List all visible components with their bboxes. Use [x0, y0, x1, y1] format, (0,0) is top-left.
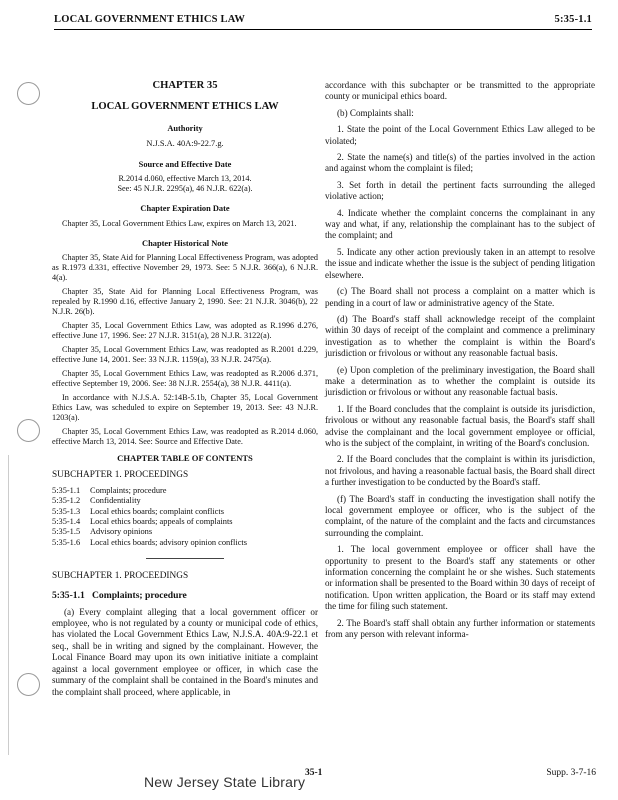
history-note: Chapter 35, Local Government Ethics Law, was readopted as R.2001 d.229, effective June 14, 2001. See: 33 N.J.R. 1159(a), 33 N.J.R. 2475(a). — [52, 345, 318, 365]
section-number: 5:35-1.1 — [52, 590, 85, 602]
subchapter-heading: SUBCHAPTER 1. PROCEEDINGS — [52, 570, 189, 581]
toc-num: 5:35-1.5 — [52, 527, 81, 537]
toc-subchapter: SUBCHAPTER 1. PROCEEDINGS — [52, 469, 189, 480]
paragraph-b-item: 1. State the point of the Local Government Ethics Law alleged to be violated; — [325, 124, 595, 146]
toc-list — [52, 486, 318, 548]
toc-entry[interactable] — [52, 486, 318, 496]
history-note: Chapter 35, Local Government Ethics Law, was adopted as R.1996 d.276, effective June 17, 1996. See: 27 N.J.R. 3151(a), 28 N.J.R. 3122(a). — [52, 321, 318, 341]
history-note: Chapter 35, Local Government Ethics Law, was readopted as R.2014 d.060, effective March 13, 2014. See: Source and Effective Date. — [52, 427, 318, 447]
running-header — [54, 10, 592, 28]
expiration-text: Chapter 35, Local Government Ethics Law, expires on March 13, 2021. — [62, 218, 297, 228]
toc-num: 5:35-1.4 — [52, 516, 81, 526]
binder-hole-icon — [17, 82, 40, 105]
toc-num: 5:35-1.3 — [52, 506, 81, 516]
toc-entry[interactable] — [52, 517, 318, 527]
history-note: Chapter 35, Local Government Ethics Law, was readopted as R.2006 d.371, effective September 19, 2006. See: 38 N.J.R. 2554(a), 38 N.J.R. 4411(a). — [52, 369, 318, 389]
paragraph-c: (c) The Board shall not process a complaint on a matter which is pending in a court of law or administrative agency of the State. — [325, 286, 595, 308]
library-stamp: New Jersey State Library — [144, 774, 306, 790]
toc-entry[interactable] — [52, 538, 318, 548]
left-column — [52, 80, 318, 703]
chapter-title: LOCAL GOVERNMENT ETHICS LAW — [91, 101, 279, 113]
section-divider — [146, 558, 224, 559]
toc-title: Local ethics boards; complaint conflicts — [90, 506, 224, 516]
header-title: LOCAL GOVERNMENT ETHICS LAW — [54, 14, 246, 25]
history-note: In accordance with N.J.S.A. 52:14B-5.1b, Chapter 35, Local Government Ethics Law, was scheduled to expire on September 19, 2013. See: 43 N.J.R. 1203(a). — [52, 393, 318, 423]
toc-entry[interactable] — [52, 507, 318, 517]
paragraph-b-item: 2. State the name(s) and title(s) of the parties involved in the action and against whom the complaint is filed; — [325, 152, 595, 174]
toc-entry[interactable] — [52, 527, 318, 537]
chapter-number: CHAPTER 35 — [152, 80, 218, 91]
toc-title: Local ethics boards; advisory opinion conflicts — [90, 537, 247, 547]
toc-heading: CHAPTER TABLE OF CONTENTS — [117, 453, 253, 464]
paragraph-f-item: 1. The local government employee or officer shall have the opportunity to present to the Board's staff any statements or other information concerning the complaint he or she wishes. Such statements or information shall be presented to the Board within 30 days of receipt of notification. Upon written application, the Board or its staff may extend the time for filing such statement. — [325, 544, 595, 612]
section-heading — [52, 590, 318, 601]
paragraph-b-item: 4. Indicate whether the complaint concerns the complainant in any way and what, if any, relationship the complainant has to the subject of the complaint; and — [325, 207, 595, 241]
header-rule — [54, 29, 592, 30]
history-label: Chapter Historical Note — [142, 238, 228, 248]
paragraph-e-item: 2. If the Board concludes that the complaint is within its jurisdiction, not frivolous, and having a reasonable factual basis, the Board shall direct a further investigation to be conducted by the Board's staff. — [325, 454, 595, 488]
header-section: 5:35-1.1 — [554, 14, 592, 25]
paragraph-e: (e) Upon completion of the preliminary investigation, the Board shall make a determination as to whether the complaint is outside its jurisdiction or frivolous or without any reasonable factual basis. — [325, 364, 595, 398]
toc-title: Advisory opinions — [90, 527, 153, 537]
source-label: Source and Effective Date — [138, 159, 232, 169]
toc-num: 5:35-1.2 — [52, 496, 81, 506]
toc-entry[interactable] — [52, 496, 318, 506]
page-number: 35-1 — [305, 768, 323, 778]
paragraph-e-item: 1. If the Board concludes that the complaint is outside its jurisdiction, frivolous or without any reasonable factual basis, the Board's staff shall advise the complainant and the local government employee or official, who is the subject of the complaint, in writing of the Board's conclusion. — [325, 403, 595, 448]
paragraph-f-item: 2. The Board's staff shall obtain any further information or statements from any person with relevant informa- — [325, 617, 595, 640]
history-note: Chapter 35, State Aid for Planning Local Effectiveness Program, was repealed by R.1990 d.16, effective January 2, 1990. See: 21 N.J.R. 3046(b), 22 N.J.R. 26(b). — [52, 287, 318, 317]
source-text: R.2014 d.060, effective March 13, 2014. See: 45 N.J.R. 2295(a), 46 N.J.R. 622(a). — [117, 174, 253, 194]
scan-edge — [8, 455, 9, 755]
binder-hole-icon — [17, 419, 40, 442]
authority-label: Authority — [167, 123, 203, 133]
toc-title: Complaints; procedure — [90, 486, 167, 496]
paragraph-f: (f) The Board's staff in conducting the investigation shall notify the local government employee or officer, who is the subject of the complaint, of the nature of the complaint and the facts and circumstances surrounding the complaint. — [325, 493, 595, 538]
toc-num: 5:35-1.1 — [52, 486, 81, 496]
section-name: Complaints; procedure — [91, 590, 187, 602]
paragraph-b-item: 3. Set forth in detail the pertinent facts surrounding the alleged violative action; — [325, 179, 595, 202]
history-note: Chapter 35, State Aid for Planning Local Effectiveness Program, was adopted as R.1973 d.331, effective November 29, 1973. See: 5 N.J.R. 366(a), 6 N.J.R. 4(a). — [52, 253, 318, 283]
right-column — [325, 80, 595, 645]
toc-title: Confidentiality — [90, 496, 141, 506]
toc-num: 5:35-1.6 — [52, 537, 81, 547]
authority-text: N.J.S.A. 40A:9-22.7.g. — [146, 139, 224, 149]
paragraph-b: (b) Complaints shall: — [337, 107, 414, 118]
supplement-date: Supp. 3-7-16 — [546, 768, 596, 778]
paragraph-a-continued: accordance with this subchapter or be transmitted to the appropriate county or municipal ethics board. — [325, 80, 595, 102]
paragraph-d: (d) The Board's staff shall acknowledge receipt of the complaint within 30 days of receipt of the complaint and commence a preliminary investigation as to whether the complaint is within the Board's jurisdiction or frivolous or without any reasonable factual basis. — [325, 313, 595, 359]
binder-hole-icon — [17, 673, 40, 696]
toc-title: Local ethics boards; appeals of complaints — [90, 516, 233, 526]
paragraph-a: (a) Every complaint alleging that a local government officer or employee, who is not regulated by a county or municipal code of ethics, has violated the Local Government Ethics Law, N.J.S.A. 40A:9-22.1 et seq., shall be in writing and signed by the complainant. However, the Local Finance Board may upon its own initiative initiate a complaint against a local government employee or officer, in which case the summary of the complaint shall be contained in the Board's minutes and the complaint shall proceed, where applicable, in — [52, 606, 318, 697]
paragraph-b-item: 5. Indicate any other action previously taken in an attempt to resolve the issue and indicate whether the issue is the subject of pending litigation elsewhere. — [325, 246, 595, 280]
expiration-label: Chapter Expiration Date — [140, 204, 230, 214]
